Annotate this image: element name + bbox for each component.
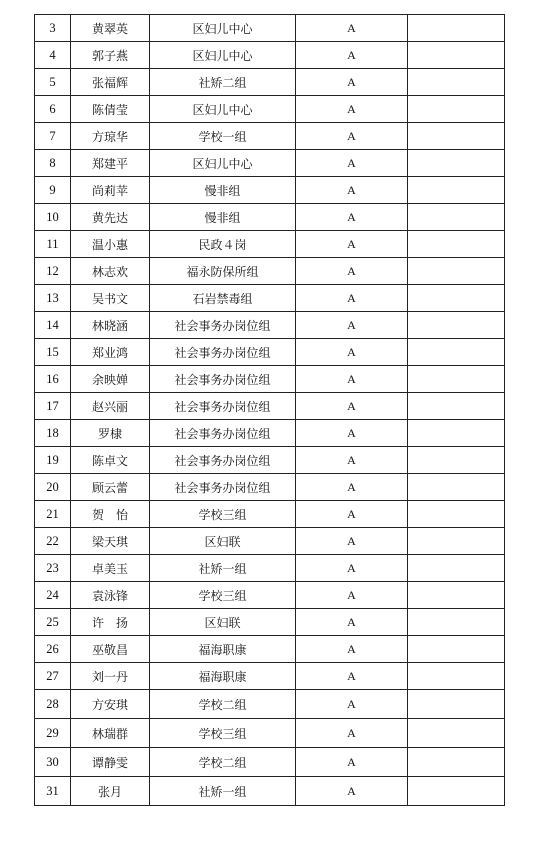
unit-name: 社矫一组 <box>150 555 296 582</box>
row-number: 31 <box>35 777 71 806</box>
table-row <box>35 719 505 748</box>
table-row <box>35 177 505 204</box>
unit-name: 石岩禁毒组 <box>150 285 296 312</box>
person-name: 袁泳锋 <box>71 582 150 609</box>
person-name: 陈卓文 <box>71 447 150 474</box>
grade-value: A <box>296 177 408 204</box>
note-cell <box>408 42 505 69</box>
grade-value: A <box>296 366 408 393</box>
row-number: 16 <box>35 366 71 393</box>
note-cell <box>408 528 505 555</box>
note-cell <box>408 748 505 777</box>
unit-name: 社矫一组 <box>150 777 296 806</box>
person-name: 余映婵 <box>71 366 150 393</box>
grade-value: A <box>296 15 408 42</box>
note-cell <box>408 15 505 42</box>
grade-value: A <box>296 528 408 555</box>
unit-name: 社会事务办岗位组 <box>150 447 296 474</box>
note-cell <box>408 393 505 420</box>
unit-name: 区妇联 <box>150 609 296 636</box>
grade-value: A <box>296 69 408 96</box>
note-cell <box>408 69 505 96</box>
row-number: 19 <box>35 447 71 474</box>
grade-value: A <box>296 663 408 690</box>
row-number: 12 <box>35 258 71 285</box>
grade-value: A <box>296 555 408 582</box>
grade-value: A <box>296 447 408 474</box>
row-number: 17 <box>35 393 71 420</box>
unit-name: 福海职康 <box>150 663 296 690</box>
row-number: 10 <box>35 204 71 231</box>
note-cell <box>408 366 505 393</box>
note-cell <box>408 339 505 366</box>
unit-name: 慢非组 <box>150 177 296 204</box>
unit-name: 福永防保所组 <box>150 258 296 285</box>
unit-name: 社会事务办岗位组 <box>150 366 296 393</box>
note-cell <box>408 501 505 528</box>
grade-value: A <box>296 285 408 312</box>
row-number: 5 <box>35 69 71 96</box>
note-cell <box>408 582 505 609</box>
note-cell <box>408 447 505 474</box>
grade-value: A <box>296 204 408 231</box>
row-number: 25 <box>35 609 71 636</box>
unit-name: 学校三组 <box>150 582 296 609</box>
table-row <box>35 609 505 636</box>
grade-value: A <box>296 748 408 777</box>
person-name: 吴书文 <box>71 285 150 312</box>
table-row <box>35 231 505 258</box>
person-name: 卓美玉 <box>71 555 150 582</box>
person-name: 刘一丹 <box>71 663 150 690</box>
unit-name: 学校一组 <box>150 123 296 150</box>
unit-name: 区妇儿中心 <box>150 150 296 177</box>
table-row <box>35 777 505 806</box>
table-row <box>35 555 505 582</box>
grade-value: A <box>296 312 408 339</box>
unit-name: 福海职康 <box>150 636 296 663</box>
row-number: 28 <box>35 690 71 719</box>
grade-value: A <box>296 42 408 69</box>
table-row <box>35 366 505 393</box>
table-row <box>35 528 505 555</box>
grade-value: A <box>296 258 408 285</box>
note-cell <box>408 231 505 258</box>
note-cell <box>408 719 505 748</box>
person-name: 赵兴丽 <box>71 393 150 420</box>
personnel-table-container <box>34 14 505 806</box>
row-number: 7 <box>35 123 71 150</box>
grade-value: A <box>296 582 408 609</box>
note-cell <box>408 636 505 663</box>
table-row <box>35 582 505 609</box>
person-name: 张月 <box>71 777 150 806</box>
person-name: 尚莉苹 <box>71 177 150 204</box>
person-name: 郑业鸿 <box>71 339 150 366</box>
person-name: 郭子燕 <box>71 42 150 69</box>
note-cell <box>408 690 505 719</box>
row-number: 21 <box>35 501 71 528</box>
person-name: 郑建平 <box>71 150 150 177</box>
person-name: 谭静雯 <box>71 748 150 777</box>
grade-value: A <box>296 719 408 748</box>
row-number: 4 <box>35 42 71 69</box>
row-number: 26 <box>35 636 71 663</box>
table-row <box>35 150 505 177</box>
grade-value: A <box>296 474 408 501</box>
table-row <box>35 258 505 285</box>
row-number: 13 <box>35 285 71 312</box>
note-cell <box>408 123 505 150</box>
grade-value: A <box>296 96 408 123</box>
person-name: 巫敬昌 <box>71 636 150 663</box>
person-name: 贺 怡 <box>71 501 150 528</box>
grade-value: A <box>296 393 408 420</box>
unit-name: 区妇儿中心 <box>150 96 296 123</box>
person-name: 林晓涵 <box>71 312 150 339</box>
table-row <box>35 748 505 777</box>
row-number: 22 <box>35 528 71 555</box>
unit-name: 社会事务办岗位组 <box>150 312 296 339</box>
person-name: 方安琪 <box>71 690 150 719</box>
unit-name: 社会事务办岗位组 <box>150 420 296 447</box>
person-name: 陈倩莹 <box>71 96 150 123</box>
person-name: 梁天琪 <box>71 528 150 555</box>
unit-name: 区妇儿中心 <box>150 42 296 69</box>
grade-value: A <box>296 420 408 447</box>
row-number: 9 <box>35 177 71 204</box>
person-name: 方琼华 <box>71 123 150 150</box>
table-row <box>35 636 505 663</box>
note-cell <box>408 150 505 177</box>
note-cell <box>408 96 505 123</box>
note-cell <box>408 777 505 806</box>
grade-value: A <box>296 339 408 366</box>
person-name: 黄先达 <box>71 204 150 231</box>
table-row <box>35 690 505 719</box>
grade-value: A <box>296 777 408 806</box>
table-row <box>35 420 505 447</box>
unit-name: 学校二组 <box>150 690 296 719</box>
person-name: 林瑞群 <box>71 719 150 748</box>
note-cell <box>408 258 505 285</box>
row-number: 27 <box>35 663 71 690</box>
row-number: 8 <box>35 150 71 177</box>
unit-name: 社会事务办岗位组 <box>150 339 296 366</box>
note-cell <box>408 663 505 690</box>
note-cell <box>408 312 505 339</box>
unit-name: 区妇儿中心 <box>150 15 296 42</box>
unit-name: 社矫二组 <box>150 69 296 96</box>
table-row <box>35 96 505 123</box>
table-row <box>35 204 505 231</box>
note-cell <box>408 285 505 312</box>
person-name: 顾云蕾 <box>71 474 150 501</box>
note-cell <box>408 474 505 501</box>
grade-value: A <box>296 609 408 636</box>
note-cell <box>408 555 505 582</box>
person-name: 张福辉 <box>71 69 150 96</box>
person-name: 黄翠英 <box>71 15 150 42</box>
row-number: 20 <box>35 474 71 501</box>
unit-name: 区妇联 <box>150 528 296 555</box>
grade-value: A <box>296 123 408 150</box>
table-row <box>35 42 505 69</box>
table-row <box>35 285 505 312</box>
note-cell <box>408 420 505 447</box>
row-number: 18 <box>35 420 71 447</box>
unit-name: 社会事务办岗位组 <box>150 393 296 420</box>
table-row <box>35 663 505 690</box>
note-cell <box>408 609 505 636</box>
row-number: 23 <box>35 555 71 582</box>
row-number: 11 <box>35 231 71 258</box>
person-name: 林志欢 <box>71 258 150 285</box>
grade-value: A <box>296 231 408 258</box>
grade-value: A <box>296 501 408 528</box>
unit-name: 民政４岗 <box>150 231 296 258</box>
unit-name: 学校三组 <box>150 719 296 748</box>
table-row <box>35 15 505 42</box>
row-number: 3 <box>35 15 71 42</box>
table-row <box>35 123 505 150</box>
unit-name: 学校三组 <box>150 501 296 528</box>
row-number: 15 <box>35 339 71 366</box>
person-name: 温小惠 <box>71 231 150 258</box>
person-name: 许 扬 <box>71 609 150 636</box>
table-row <box>35 69 505 96</box>
note-cell <box>408 177 505 204</box>
grade-value: A <box>296 150 408 177</box>
unit-name: 社会事务办岗位组 <box>150 474 296 501</box>
table-row <box>35 339 505 366</box>
row-number: 29 <box>35 719 71 748</box>
table-body <box>35 15 505 806</box>
personnel-table <box>34 14 505 806</box>
unit-name: 学校二组 <box>150 748 296 777</box>
unit-name: 慢非组 <box>150 204 296 231</box>
table-row <box>35 312 505 339</box>
grade-value: A <box>296 636 408 663</box>
row-number: 30 <box>35 748 71 777</box>
row-number: 14 <box>35 312 71 339</box>
person-name: 罗棣 <box>71 420 150 447</box>
note-cell <box>408 204 505 231</box>
table-row <box>35 393 505 420</box>
table-row <box>35 447 505 474</box>
table-row <box>35 501 505 528</box>
row-number: 24 <box>35 582 71 609</box>
table-row <box>35 474 505 501</box>
row-number: 6 <box>35 96 71 123</box>
grade-value: A <box>296 690 408 719</box>
